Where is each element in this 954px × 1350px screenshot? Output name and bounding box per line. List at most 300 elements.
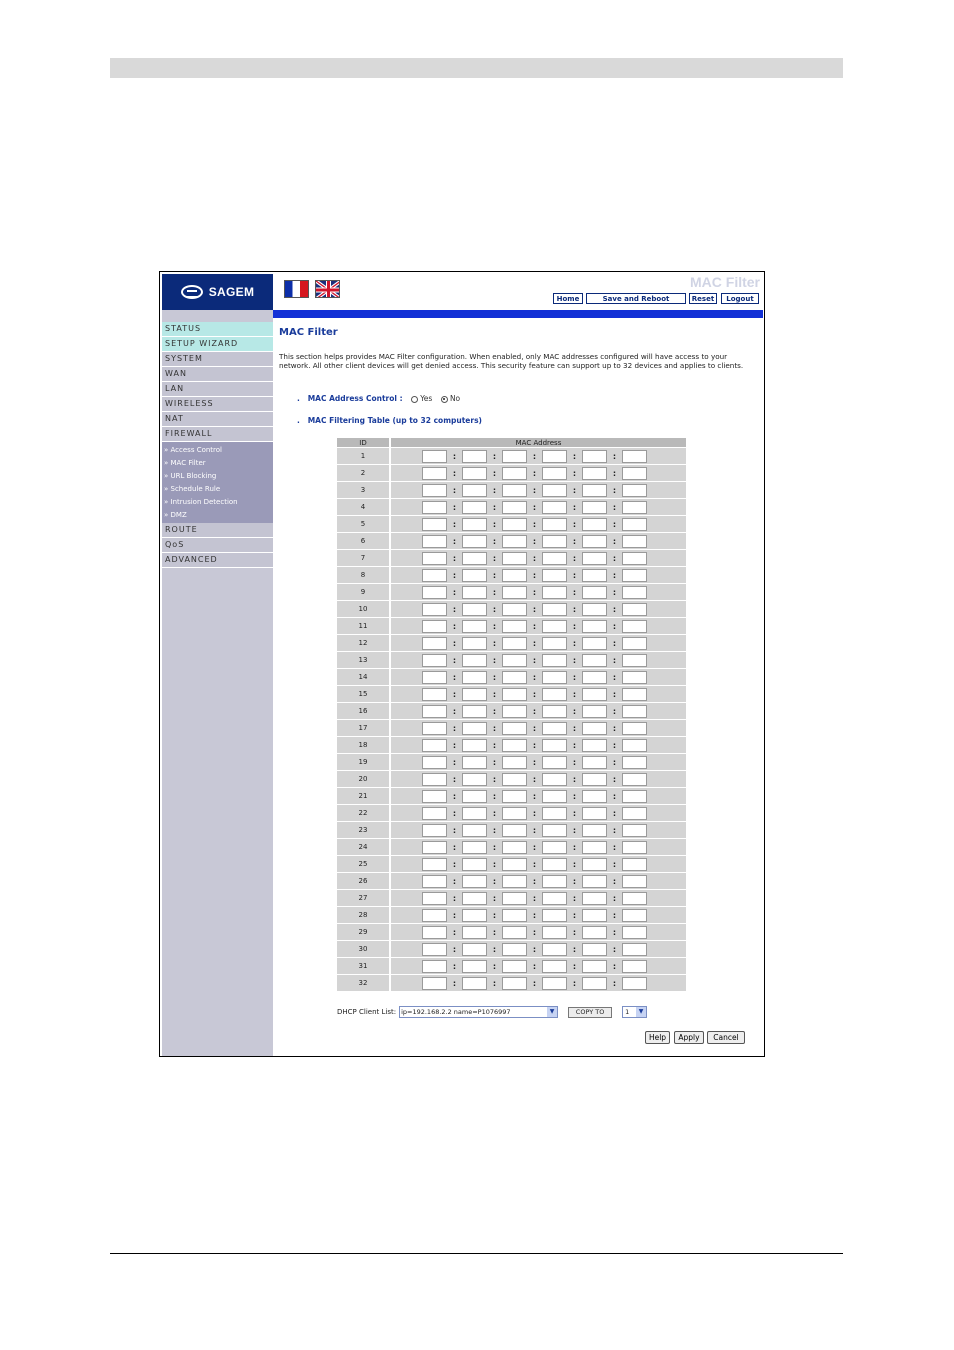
mac-octet-input[interactable]: [542, 654, 567, 667]
mac-octet-input[interactable]: [462, 467, 487, 480]
mac-octet-input[interactable]: [422, 858, 447, 871]
mac-octet-input[interactable]: [462, 654, 487, 667]
copy-to-button[interactable]: COPY TO: [568, 1007, 612, 1018]
mac-octet-input[interactable]: [422, 807, 447, 820]
row-id: 16: [337, 702, 391, 719]
mac-octet-input[interactable]: [502, 960, 527, 973]
mac-octet-input[interactable]: [542, 858, 567, 871]
cancel-button[interactable]: Cancel: [707, 1031, 745, 1044]
mac-octet-input[interactable]: [582, 875, 607, 888]
octet-separator: :: [492, 502, 497, 512]
mac-octet-input[interactable]: [462, 603, 487, 616]
mac-octet-input[interactable]: [622, 484, 647, 497]
mac-octet-input[interactable]: [462, 620, 487, 633]
octet-separator: :: [612, 842, 617, 852]
mac-octet-input[interactable]: [582, 603, 607, 616]
mac-octet-input[interactable]: [462, 722, 487, 735]
mac-octet-input[interactable]: [542, 688, 567, 701]
french-flag-icon[interactable]: [284, 280, 309, 298]
mac-octet-input[interactable]: [582, 688, 607, 701]
mac-octet-input[interactable]: [542, 943, 567, 956]
mac-octet-input[interactable]: [422, 773, 447, 786]
mac-octet-input[interactable]: [422, 909, 447, 922]
mac-octet-input[interactable]: [462, 960, 487, 973]
mac-octet-input[interactable]: [422, 501, 447, 514]
sidebar-item-system[interactable]: SYSTEM: [162, 352, 273, 367]
mac-octet-input[interactable]: [622, 535, 647, 548]
mac-octet-input[interactable]: [502, 535, 527, 548]
octet-separator: :: [612, 502, 617, 512]
mac-address-cell: [391, 906, 686, 923]
mac-octet-input[interactable]: [502, 603, 527, 616]
mac-octet-group: [391, 654, 686, 667]
mac-octet-input[interactable]: [502, 875, 527, 888]
mac-octet-input[interactable]: [622, 569, 647, 582]
octet-separator: :: [532, 536, 537, 546]
mac-octet-input[interactable]: [542, 637, 567, 650]
mac-table-body: [337, 447, 686, 991]
mac-octet-input[interactable]: [502, 620, 527, 633]
mac-octet-input[interactable]: [422, 569, 447, 582]
octet-separator: :: [452, 893, 457, 903]
mac-octet-input[interactable]: [502, 569, 527, 582]
document-footer-line: [110, 1253, 843, 1254]
mac-octet-input[interactable]: [582, 892, 607, 905]
mac-octet-input[interactable]: [622, 705, 647, 718]
table-row: [337, 787, 686, 804]
mac-octet-input[interactable]: [542, 603, 567, 616]
router-ui-screenshot: [159, 271, 765, 1057]
row-id: 30: [337, 940, 391, 957]
octet-separator: :: [612, 791, 617, 801]
mac-octet-input[interactable]: [462, 756, 487, 769]
table-row: [337, 634, 686, 651]
mac-octet-input[interactable]: [422, 960, 447, 973]
mac-octet-input[interactable]: [622, 773, 647, 786]
mac-octet-input[interactable]: [582, 484, 607, 497]
mac-octet-input[interactable]: [582, 790, 607, 803]
dhcp-client-select[interactable]: [399, 1006, 558, 1018]
mac-octet-input[interactable]: [542, 722, 567, 735]
mac-octet-input[interactable]: [502, 586, 527, 599]
row-id: 17: [337, 719, 391, 736]
mac-octet-input[interactable]: [542, 926, 567, 939]
mac-octet-input[interactable]: [462, 552, 487, 565]
mac-octet-input[interactable]: [622, 518, 647, 531]
octet-separator: :: [572, 553, 577, 563]
mac-octet-input[interactable]: [502, 671, 527, 684]
mac-octet-input[interactable]: [462, 807, 487, 820]
mac-octet-input[interactable]: [502, 518, 527, 531]
sidebar-item-advanced[interactable]: ADVANCED: [162, 553, 273, 568]
mac-octet-input[interactable]: [462, 926, 487, 939]
mac-octet-input[interactable]: [622, 807, 647, 820]
mac-octet-input[interactable]: [422, 705, 447, 718]
sidebar-item-nat[interactable]: NAT: [162, 412, 273, 427]
mac-octet-input[interactable]: [542, 739, 567, 752]
mac-octet-input[interactable]: [422, 943, 447, 956]
mac-octet-input[interactable]: [462, 484, 487, 497]
table-header-row: [337, 438, 686, 447]
mac-octet-input[interactable]: [582, 960, 607, 973]
mac-octet-input[interactable]: [422, 756, 447, 769]
submenu-intrusion-detection[interactable]: » Intrusion Detection: [164, 498, 238, 506]
sagem-logo-icon: [181, 285, 203, 299]
mac-octet-input[interactable]: [582, 450, 607, 463]
mac-octet-input[interactable]: [502, 807, 527, 820]
mac-octet-input[interactable]: [502, 790, 527, 803]
mac-octet-input[interactable]: [462, 824, 487, 837]
table-row: [337, 702, 686, 719]
octet-separator: :: [492, 587, 497, 597]
row-id: 5: [337, 515, 391, 532]
octet-separator: :: [492, 689, 497, 699]
mac-octet-input[interactable]: [542, 807, 567, 820]
mac-octet-group: [391, 773, 686, 786]
uk-flag-icon[interactable]: [315, 280, 340, 298]
mac-address-cell: [391, 855, 686, 872]
mac-octet-input[interactable]: [622, 467, 647, 480]
mac-octet-input[interactable]: [582, 637, 607, 650]
mac-octet-input[interactable]: [542, 535, 567, 548]
submenu-mac-filter[interactable]: » MAC Filter: [164, 459, 206, 467]
mac-octet-input[interactable]: [462, 909, 487, 922]
mac-octet-input[interactable]: [422, 977, 447, 990]
mac-octet-input[interactable]: [582, 841, 607, 854]
mac-octet-input[interactable]: [462, 671, 487, 684]
mac-octet-input[interactable]: [582, 722, 607, 735]
mac-octet-input[interactable]: [542, 671, 567, 684]
mac-octet-input[interactable]: [582, 552, 607, 565]
octet-separator: :: [452, 961, 457, 971]
save-reboot-button[interactable]: Save and Reboot: [586, 293, 686, 304]
mac-octet-input[interactable]: [622, 824, 647, 837]
mac-address-cell: [391, 498, 686, 515]
octet-separator: :: [612, 859, 617, 869]
mac-octet-input[interactable]: [542, 892, 567, 905]
mac-octet-input[interactable]: [622, 909, 647, 922]
mac-octet-input[interactable]: [422, 552, 447, 565]
mac-octet-input[interactable]: [422, 671, 447, 684]
mac-octet-input[interactable]: [422, 637, 447, 650]
mac-octet-input[interactable]: [422, 467, 447, 480]
mac-octet-input[interactable]: [582, 773, 607, 786]
mac-octet-input[interactable]: [502, 977, 527, 990]
reset-button[interactable]: Reset: [689, 293, 717, 304]
mac-octet-input[interactable]: [502, 637, 527, 650]
table-row: [337, 447, 686, 464]
mac-address-cell: [391, 889, 686, 906]
mac-octet-input[interactable]: [542, 552, 567, 565]
mac-octet-input[interactable]: [542, 909, 567, 922]
mac-octet-input[interactable]: [622, 943, 647, 956]
mac-octet-input[interactable]: [462, 892, 487, 905]
document-header-bar: [110, 58, 843, 78]
mac-octet-input[interactable]: [582, 569, 607, 582]
octet-separator: :: [532, 978, 537, 988]
mac-octet-input[interactable]: [462, 790, 487, 803]
mac-octet-input[interactable]: [422, 841, 447, 854]
mac-octet-input[interactable]: [542, 977, 567, 990]
mac-octet-input[interactable]: [582, 807, 607, 820]
radio-yes[interactable]: [411, 396, 418, 403]
sidebar-item-status[interactable]: STATUS: [162, 322, 273, 337]
mac-octet-input[interactable]: [542, 501, 567, 514]
octet-separator: :: [612, 927, 617, 937]
mac-octet-input[interactable]: [622, 450, 647, 463]
mac-octet-input[interactable]: [502, 858, 527, 871]
octet-separator: :: [572, 468, 577, 478]
mac-octet-input[interactable]: [462, 535, 487, 548]
mac-control-row: [297, 394, 460, 403]
mac-octet-input[interactable]: [422, 535, 447, 548]
mac-octet-input[interactable]: [622, 688, 647, 701]
mac-octet-input[interactable]: [422, 654, 447, 667]
mac-octet-input[interactable]: [422, 790, 447, 803]
octet-separator: :: [572, 825, 577, 835]
mac-octet-input[interactable]: [622, 739, 647, 752]
octet-separator: :: [532, 689, 537, 699]
octet-separator: :: [612, 876, 617, 886]
mac-octet-input[interactable]: [502, 756, 527, 769]
table-row: [337, 651, 686, 668]
mac-octet-input[interactable]: [542, 824, 567, 837]
radio-no-label: No: [449, 394, 461, 403]
mac-octet-input[interactable]: [542, 569, 567, 582]
mac-octet-input[interactable]: [422, 688, 447, 701]
sidebar-item-firewall[interactable]: FIREWALL: [162, 427, 273, 442]
mac-octet-input[interactable]: [422, 450, 447, 463]
mac-octet-input[interactable]: [462, 977, 487, 990]
octet-separator: :: [612, 723, 617, 733]
mac-octet-input[interactable]: [422, 926, 447, 939]
mac-octet-input[interactable]: [502, 654, 527, 667]
octet-separator: :: [612, 961, 617, 971]
mac-octet-input[interactable]: [622, 637, 647, 650]
mac-octet-input[interactable]: [502, 824, 527, 837]
mac-octet-input[interactable]: [502, 773, 527, 786]
sidebar-item-wan[interactable]: WAN: [162, 367, 273, 382]
mac-octet-input[interactable]: [502, 484, 527, 497]
mac-octet-input[interactable]: [462, 569, 487, 582]
mac-octet-input[interactable]: [622, 960, 647, 973]
mac-octet-input[interactable]: [582, 501, 607, 514]
octet-separator: :: [612, 978, 617, 988]
mac-octet-input[interactable]: [542, 790, 567, 803]
row-id: 31: [337, 957, 391, 974]
mac-octet-input[interactable]: [502, 926, 527, 939]
mac-octet-input[interactable]: [582, 977, 607, 990]
mac-octet-input[interactable]: [622, 603, 647, 616]
mac-octet-input[interactable]: [622, 858, 647, 871]
mac-octet-input[interactable]: [542, 518, 567, 531]
table-row: [337, 532, 686, 549]
mac-octet-input[interactable]: [502, 722, 527, 735]
mac-octet-input[interactable]: [582, 824, 607, 837]
mac-octet-input[interactable]: [502, 841, 527, 854]
mac-octet-input[interactable]: [582, 620, 607, 633]
mac-octet-group: [391, 688, 686, 701]
mac-octet-input[interactable]: [622, 671, 647, 684]
table-row: [337, 566, 686, 583]
mac-octet-input[interactable]: [462, 943, 487, 956]
mac-octet-input[interactable]: [462, 705, 487, 718]
octet-separator: :: [532, 893, 537, 903]
mac-octet-input[interactable]: [622, 790, 647, 803]
octet-separator: :: [612, 468, 617, 478]
octet-separator: :: [452, 587, 457, 597]
mac-octet-input[interactable]: [422, 824, 447, 837]
mac-octet-input[interactable]: [582, 535, 607, 548]
mac-octet-input[interactable]: [582, 586, 607, 599]
octet-separator: :: [532, 621, 537, 631]
radio-no[interactable]: [441, 396, 448, 403]
mac-octet-input[interactable]: [582, 654, 607, 667]
column-header-id: ID: [337, 438, 391, 447]
octet-separator: :: [452, 604, 457, 614]
mac-octet-input[interactable]: [542, 841, 567, 854]
sidebar-item-route[interactable]: ROUTE: [162, 523, 273, 538]
mac-octet-input[interactable]: [462, 875, 487, 888]
mac-octet-input[interactable]: [582, 705, 607, 718]
sidebar-item-lan[interactable]: LAN: [162, 382, 273, 397]
mac-octet-input[interactable]: [582, 858, 607, 871]
chevron-down-icon: ▼: [547, 1007, 557, 1017]
mac-octet-input[interactable]: [462, 841, 487, 854]
octet-separator: :: [612, 485, 617, 495]
octet-separator: :: [572, 893, 577, 903]
mac-octet-input[interactable]: [502, 552, 527, 565]
octet-separator: :: [452, 706, 457, 716]
mac-octet-input[interactable]: [582, 739, 607, 752]
mac-octet-input[interactable]: [582, 671, 607, 684]
mac-octet-input[interactable]: [542, 620, 567, 633]
mac-octet-input[interactable]: [622, 586, 647, 599]
mac-octet-input[interactable]: [542, 773, 567, 786]
mac-octet-input[interactable]: [542, 586, 567, 599]
mac-octet-input[interactable]: [622, 892, 647, 905]
octet-separator: :: [532, 961, 537, 971]
mac-octet-input[interactable]: [462, 586, 487, 599]
octet-separator: :: [572, 927, 577, 937]
row-id: 12: [337, 634, 391, 651]
mac-octet-input[interactable]: [502, 467, 527, 480]
mac-octet-input[interactable]: [462, 688, 487, 701]
mac-octet-input[interactable]: [582, 943, 607, 956]
table-row: [337, 906, 686, 923]
mac-octet-input[interactable]: [542, 960, 567, 973]
octet-separator: :: [492, 706, 497, 716]
mac-octet-input[interactable]: [502, 892, 527, 905]
mac-octet-input[interactable]: [422, 620, 447, 633]
mac-octet-input[interactable]: [422, 484, 447, 497]
mac-octet-input[interactable]: [462, 501, 487, 514]
apply-button[interactable]: Apply: [674, 1031, 704, 1044]
mac-address-cell: [391, 923, 686, 940]
mac-octet-input[interactable]: [542, 756, 567, 769]
mac-octet-input[interactable]: [542, 875, 567, 888]
octet-separator: :: [532, 859, 537, 869]
mac-octet-input[interactable]: [582, 756, 607, 769]
octet-separator: :: [452, 485, 457, 495]
mac-octet-input[interactable]: [462, 518, 487, 531]
home-button[interactable]: Home: [553, 293, 583, 304]
mac-octet-input[interactable]: [502, 450, 527, 463]
mac-octet-input[interactable]: [622, 756, 647, 769]
copy-target-select[interactable]: [622, 1006, 647, 1018]
submenu-url-blocking[interactable]: » URL Blocking: [164, 472, 217, 480]
octet-separator: :: [492, 672, 497, 682]
mac-octet-input[interactable]: [622, 875, 647, 888]
sidebar-item-setup-wizard[interactable]: SETUP WIZARD: [162, 337, 273, 352]
mac-octet-input[interactable]: [622, 977, 647, 990]
mac-octet-input[interactable]: [422, 739, 447, 752]
table-row: [337, 974, 686, 991]
mac-octet-input[interactable]: [462, 739, 487, 752]
mac-octet-input[interactable]: [422, 875, 447, 888]
mac-octet-input[interactable]: [622, 620, 647, 633]
sidebar-item-wireless[interactable]: WIRELESS: [162, 397, 273, 412]
mac-octet-input[interactable]: [502, 739, 527, 752]
mac-octet-input[interactable]: [502, 909, 527, 922]
table-row: [337, 957, 686, 974]
mac-octet-input[interactable]: [462, 773, 487, 786]
mac-octet-input[interactable]: [422, 603, 447, 616]
mac-octet-input[interactable]: [542, 484, 567, 497]
mac-octet-input[interactable]: [622, 501, 647, 514]
mac-octet-input[interactable]: [622, 841, 647, 854]
mac-octet-input[interactable]: [462, 637, 487, 650]
mac-octet-input[interactable]: [502, 501, 527, 514]
mac-octet-input[interactable]: [422, 586, 447, 599]
mac-octet-input[interactable]: [582, 926, 607, 939]
octet-separator: :: [452, 468, 457, 478]
mac-octet-input[interactable]: [542, 705, 567, 718]
mac-octet-input[interactable]: [622, 926, 647, 939]
mac-octet-input[interactable]: [422, 722, 447, 735]
submenu-dmz[interactable]: » DMZ: [164, 511, 187, 519]
mac-octet-input[interactable]: [422, 892, 447, 905]
octet-separator: :: [572, 842, 577, 852]
table-row: [337, 753, 686, 770]
mac-octet-input[interactable]: [622, 654, 647, 667]
mac-octet-input[interactable]: [542, 467, 567, 480]
mac-octet-input[interactable]: [422, 518, 447, 531]
mac-octet-input[interactable]: [582, 467, 607, 480]
mac-octet-input[interactable]: [622, 722, 647, 735]
mac-octet-input[interactable]: [542, 450, 567, 463]
mac-octet-input[interactable]: [622, 552, 647, 565]
mac-octet-input[interactable]: [462, 450, 487, 463]
row-id: 14: [337, 668, 391, 685]
mac-octet-input[interactable]: [502, 705, 527, 718]
mac-octet-input[interactable]: [502, 943, 527, 956]
help-button[interactable]: Help: [645, 1031, 670, 1044]
mac-octet-input[interactable]: [582, 909, 607, 922]
submenu-access-control[interactable]: » Access Control: [164, 446, 222, 454]
mac-octet-group: [391, 467, 686, 480]
octet-separator: :: [612, 757, 617, 767]
mac-octet-input[interactable]: [582, 518, 607, 531]
row-id: 27: [337, 889, 391, 906]
table-row: [337, 583, 686, 600]
mac-octet-input[interactable]: [502, 688, 527, 701]
table-row: [337, 498, 686, 515]
sidebar-item-qos[interactable]: QoS: [162, 538, 273, 553]
submenu-schedule-rule[interactable]: » Schedule Rule: [164, 485, 221, 493]
logout-button[interactable]: Logout: [721, 293, 759, 304]
mac-octet-input[interactable]: [462, 858, 487, 871]
